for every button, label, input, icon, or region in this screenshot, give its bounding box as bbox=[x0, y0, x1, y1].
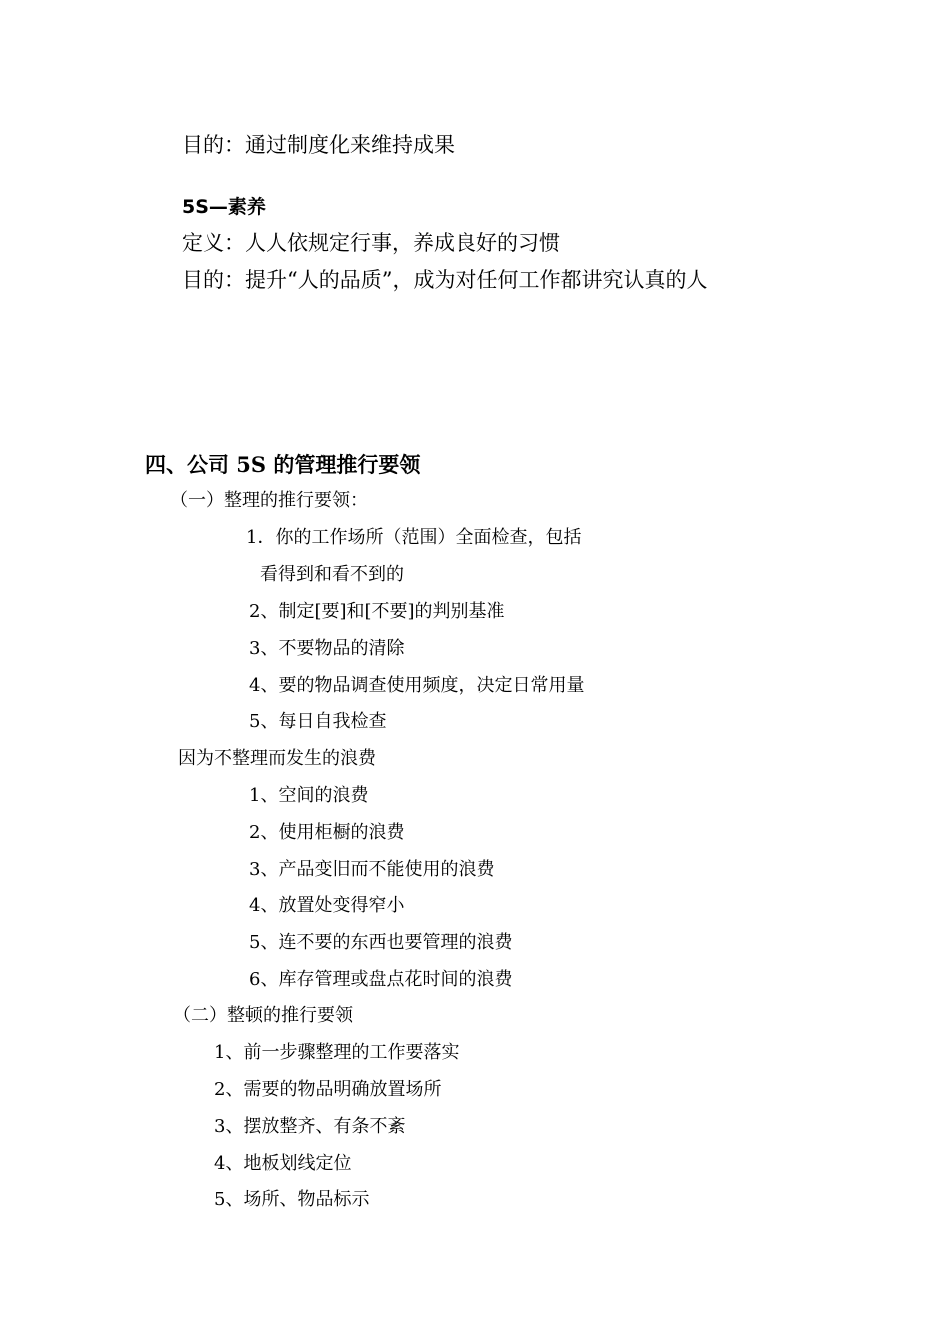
list-item: 6、库存管理或盘点花时间的浪费 bbox=[249, 969, 513, 990]
suyang-purpose: 目的：提升“人的品质”，成为对任何工作都讲究认真的人 bbox=[182, 268, 708, 292]
list-item: 2、制定[要]和[不要]的判别基准 bbox=[249, 601, 505, 622]
waste-title: 因为不整理而发生的浪费 bbox=[178, 748, 376, 769]
list-item: 5、连不要的东西也要管理的浪费 bbox=[249, 932, 513, 953]
list-item: 1、空间的浪费 bbox=[249, 785, 369, 806]
list-item: 4、要的物品调查使用频度，决定日常用量 bbox=[249, 675, 585, 696]
part2-title: （二）整顿的推行要领 bbox=[173, 1005, 353, 1026]
list-item: 看得到和看不到的 bbox=[260, 564, 404, 585]
suyang-definition: 定义：人人依规定行事，养成良好的习惯 bbox=[182, 231, 560, 255]
list-item: 1．你的工作场所（范围）全面检查，包括 bbox=[246, 527, 582, 548]
section-four-heading: 四、公司 5S 的管理推行要领 bbox=[145, 452, 421, 477]
previous-purpose-text: 目的：通过制度化来维持成果 bbox=[182, 133, 455, 157]
list-item: 4、地板划线定位 bbox=[214, 1153, 352, 1174]
list-item: 4、放置处变得窄小 bbox=[249, 895, 405, 916]
part1-title: （一）整理的推行要领： bbox=[170, 490, 368, 511]
list-item: 2、使用柜橱的浪费 bbox=[249, 822, 405, 843]
list-item: 5、场所、物品标示 bbox=[214, 1189, 370, 1210]
list-item: 3、不要物品的清除 bbox=[249, 638, 405, 659]
list-item: 5、每日自我检查 bbox=[249, 711, 387, 732]
suyang-title: 5S—素养 bbox=[182, 196, 266, 218]
list-item: 3、摆放整齐、有条不紊 bbox=[214, 1116, 406, 1137]
list-item: 2、需要的物品明确放置场所 bbox=[214, 1079, 442, 1100]
list-item: 3、产品变旧而不能使用的浪费 bbox=[249, 859, 495, 880]
list-item: 1、前一步骤整理的工作要落实 bbox=[214, 1042, 460, 1063]
